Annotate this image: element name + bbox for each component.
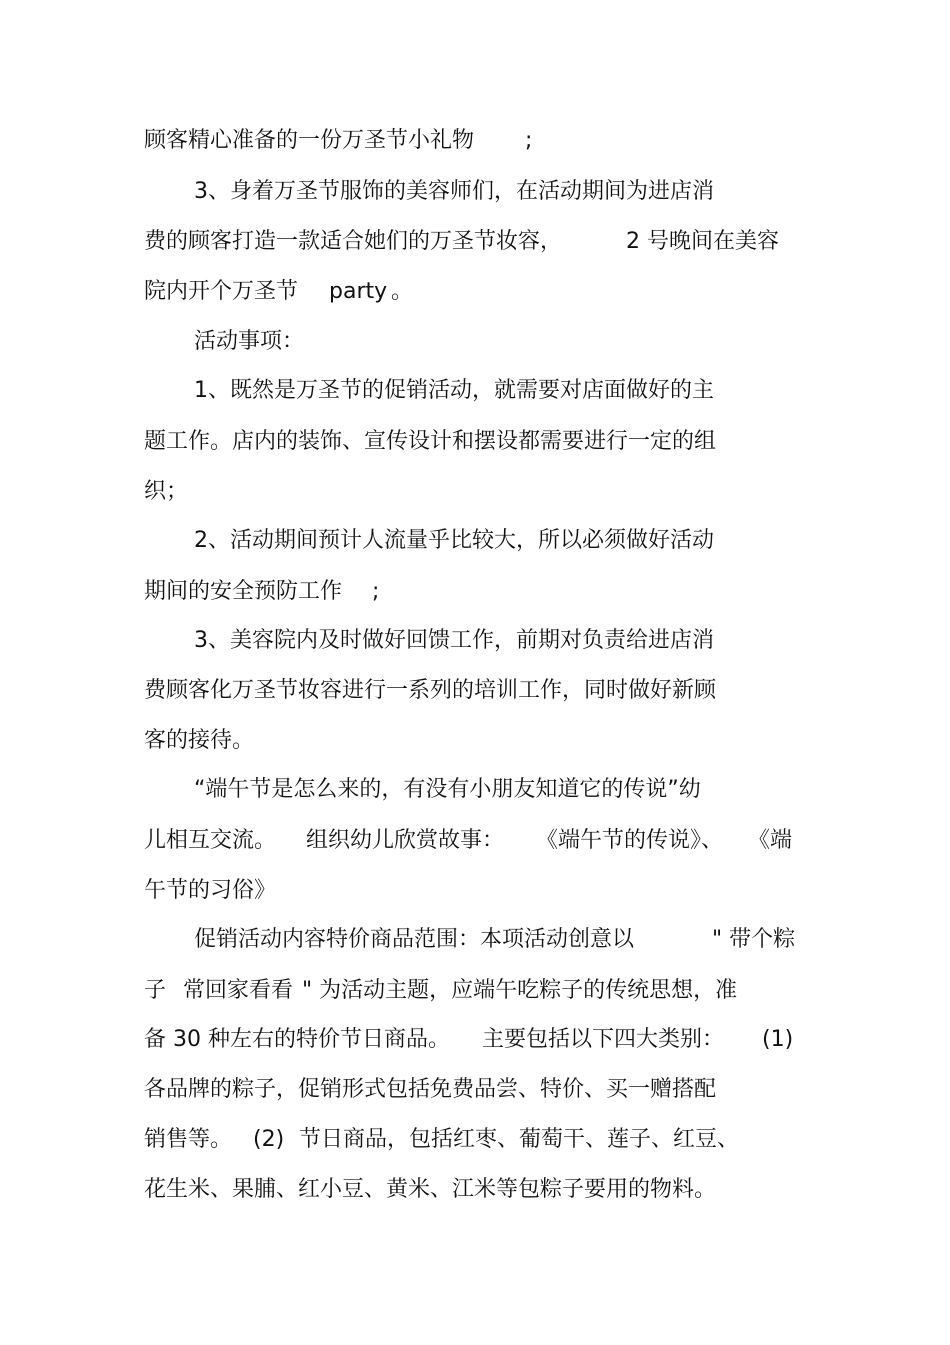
text-line [0, 1073, 717, 1107]
text-segment: 活动事项： [194, 329, 305, 354]
text-line [0, 225, 779, 259]
text-segment: 费的顾客打造一款适合她们的万圣节妆容， [144, 229, 563, 254]
text-segment: 3、身着万圣节服饰的美容师们，在活动期间为进店消 [194, 179, 714, 204]
text-line [0, 325, 305, 359]
text-line [0, 475, 189, 509]
text-segment: 子 [144, 978, 167, 1003]
text-line [0, 1123, 740, 1157]
text-segment: 织； [144, 479, 189, 504]
text-line [0, 724, 255, 758]
text-line [0, 1023, 794, 1057]
text-segment: ; [525, 128, 533, 153]
text-line [0, 374, 714, 408]
text-segment: 费顾客化万圣节妆容进行一系列的培训工作，同时做好新顾 [144, 678, 717, 703]
text-line [0, 1173, 717, 1207]
text-line [0, 175, 714, 209]
text-segment: 花生米、果脯、红小豆、黄米、江米等包粽子要用的物料。 [144, 1177, 717, 1202]
text-segment: 客的接待。 [144, 728, 255, 753]
text-segment: 节日商品，包括红枣、葡萄干、莲子、红豆、 [299, 1127, 740, 1152]
text-segment: 《端 [748, 828, 793, 853]
text-line [0, 425, 717, 459]
text-segment: 院内开个万圣节 [144, 279, 299, 304]
text-line [0, 124, 533, 158]
text-line [0, 923, 796, 957]
text-line [0, 874, 277, 908]
text-segment: (1) [762, 1027, 794, 1052]
text-segment: 组织幼儿欣赏故事： [306, 828, 505, 853]
text-segment: " 为活动主题，应端午吃粽子的传统思想，准 [302, 978, 738, 1003]
text-segment: 销售等。 [144, 1127, 233, 1152]
text-segment: " 带个粽 [712, 927, 796, 952]
text-segment: 2、活动期间预计人流量乎比较大，所以必须做好活动 [194, 528, 714, 553]
text-segment: party [329, 279, 388, 304]
text-line [0, 624, 714, 658]
text-segment: “端午节是怎么来的，有没有小朋友知道它的传说”幼 [194, 777, 701, 802]
text-segment: 顾客精心准备的一份万圣节小礼物 [144, 128, 475, 153]
text-segment: 常回家看看 [183, 978, 294, 1003]
text-segment: ; [372, 579, 380, 604]
text-segment: 。 [391, 279, 414, 304]
text-segment: 《端午节的传说》、 [536, 828, 724, 853]
text-line [0, 974, 738, 1008]
text-segment: 期间的安全预防工作 [144, 579, 343, 604]
text-segment: 各品牌的粽子，促销形式包括免费品尝、特价、买一赠搭配 [144, 1077, 717, 1102]
text-line [0, 575, 380, 609]
text-segment: 午节的习俗》 [144, 878, 277, 903]
text-line [0, 773, 701, 807]
text-line [0, 524, 714, 558]
text-segment: 主要包括以下四大类别： [482, 1027, 725, 1052]
text-segment: 3、美容院内及时做好回馈工作，前期对负责给进店消 [194, 628, 714, 653]
text-segment: 备 30 种左右的特价节日商品。 [144, 1027, 450, 1052]
text-segment: 儿相互交流。 [144, 828, 277, 853]
text-segment: 2 号晚间在美容 [626, 229, 779, 254]
text-line [0, 275, 414, 309]
text-segment: (2) [253, 1127, 285, 1152]
text-line [0, 824, 793, 858]
text-segment: 1、既然是万圣节的促销活动，就需要对店面做好的主 [194, 378, 714, 403]
text-segment: 促销活动内容特价商品范围：本项活动创意以 [194, 927, 635, 952]
text-line [0, 674, 717, 708]
text-segment: 题工作。店内的装饰、宣传设计和摆设都需要进行一定的组 [144, 429, 717, 454]
